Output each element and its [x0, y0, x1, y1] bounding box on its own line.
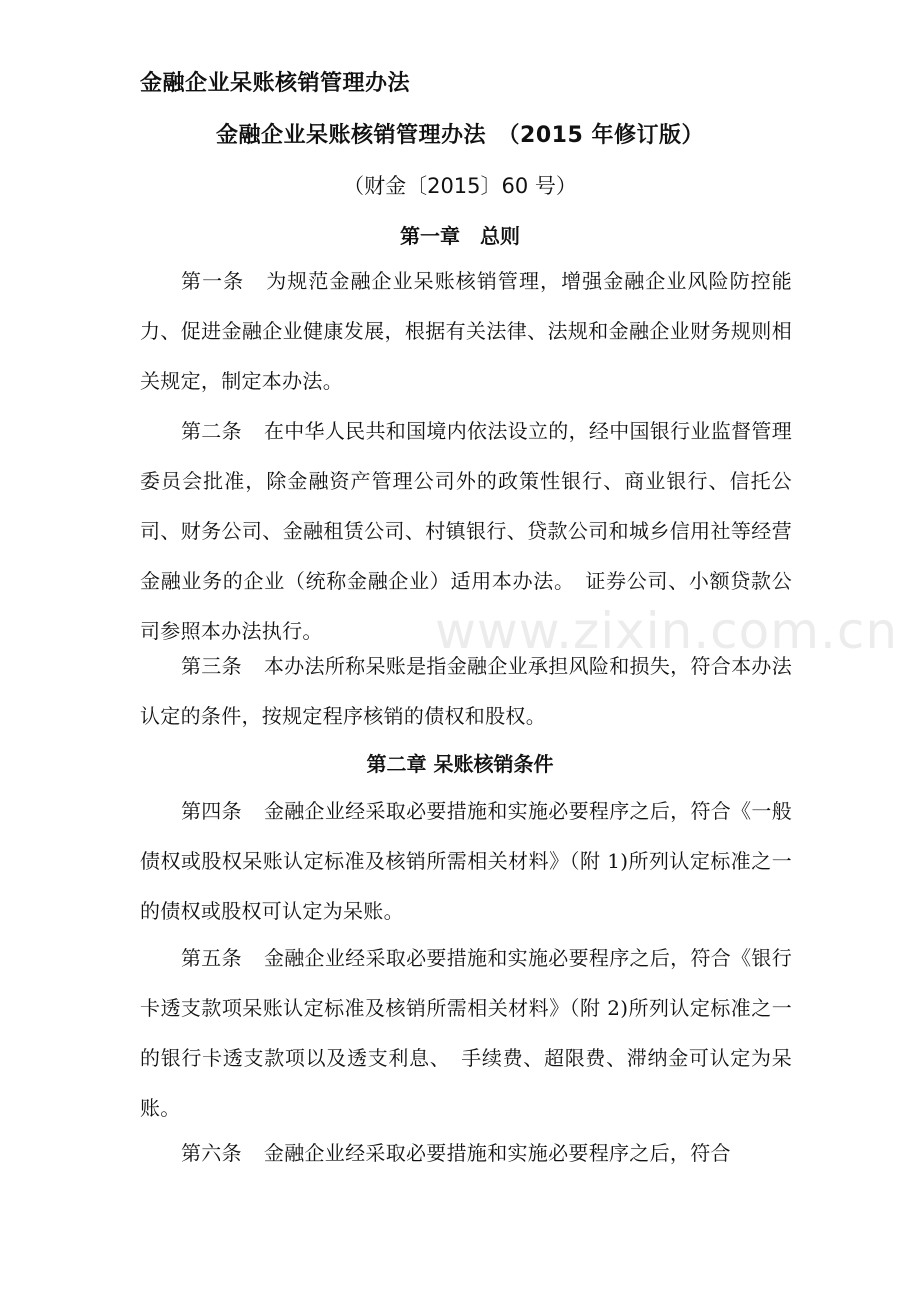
site-watermark: www.zixin.com.cn [435, 602, 899, 660]
article-6 [140, 1128, 792, 1178]
document-number: （财金〔2015〕60 号） [343, 174, 577, 198]
article-3 [140, 641, 792, 741]
article-label: 第六条 [181, 1141, 242, 1165]
article-2 [140, 406, 792, 656]
article-label: 第三条 [181, 654, 242, 678]
article-text: 在中华人民共和国境内依法设立的，经中国银行业监督管理委员会批准，除金融资产管理公司外的政策性银行、商业银行、信托公司、财务公司、金融租赁公司、村镇银行、贷款公司和城乡信用社等经营金融业务的企业（统称金融企业）适用本办法。 证券公司、小额贷款公司参照本办法执行。 [140, 419, 792, 643]
article-text: 金融企业经采取必要措施和实施必要程序之后，符合 [263, 1141, 731, 1165]
article-label: 第二条 [181, 419, 242, 443]
document-subtitle: 金融企业呆账核销管理办法 （2015 年修订版） [216, 123, 704, 148]
chapter-heading-1: 第一章 总则 [400, 224, 520, 248]
article-text: 为规范金融企业呆账核销管理，增强金融企业风险防控能力、促进金融企业健康发展，根据有关法律、法规和金融企业财务规则相关规定，制定本办法。 [140, 269, 793, 393]
article-1 [140, 256, 792, 406]
article-5 [140, 933, 792, 1133]
chapter-heading-2: 第二章 呆账核销条件 [366, 752, 554, 776]
article-label: 第五条 [181, 946, 242, 970]
article-text: 金融企业经采取必要措施和实施必要程序之后，符合《一般债权或股权呆账认定标准及核销所需相关材料》（附 1)所列认定标准之一的债权或股权可认定为呆账。 [140, 799, 792, 923]
article-label: 第四条 [181, 799, 242, 823]
article-4 [140, 786, 792, 936]
document-title: 金融企业呆账核销管理办法 [140, 71, 411, 96]
article-label: 第一条 [181, 269, 245, 293]
article-text: 金融企业经采取必要措施和实施必要程序之后，符合《银行卡透支款项呆账认定标准及核销所需相关材料》（附 2)所列认定标准之一的银行卡透支款项以及透支利息、 手续费、超限费、滞纳金可认定为呆账。 [140, 946, 792, 1120]
article-text: 本办法所称呆账是指金融企业承担风险和损失，符合本办法认定的条件，按规定程序核销的债权和股权。 [140, 654, 792, 728]
